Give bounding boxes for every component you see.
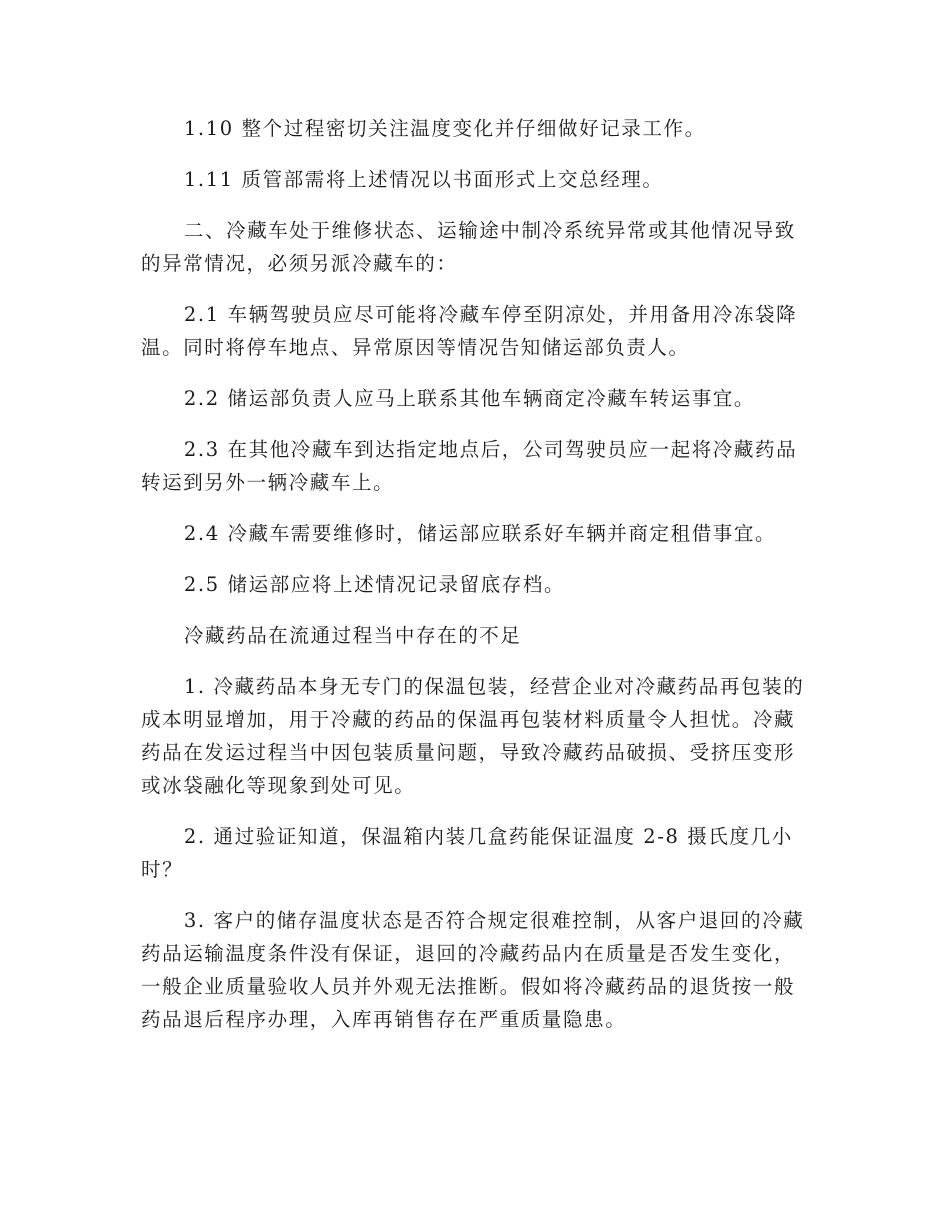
paragraph-1-11: 1.11 质管部需将上述情况以书面形式上交总经理。 — [183, 168, 664, 191]
paragraph-2-4: 2.4 冷藏车需要维修时，储运部应联系好车辆并商定租借事宜。 — [183, 522, 777, 545]
shortcomings-heading: 冷藏药品在流通过程当中存在的不足 — [183, 624, 522, 647]
paragraph-2-2: 2.2 储运部负责人应马上联系其他车辆商定冷藏车转运事宜。 — [183, 387, 756, 410]
shortcoming-item-2: 2. 通过验证知道，保温箱内装几盒药能保证温度 2-8 摄氏度几小时？ — [141, 825, 793, 881]
shortcoming-item-3: 3. 客户的储存温度状态是否符合规定很难控制，从客户退回的冷藏药品运输温度条件没有保证，退回的冷藏药品内在质量是否发生变化，一般企业质量验收人员并外观无法推断。假如将冷藏药品的退货按一般药品退后程序办理，入库再销售存在严重质量隐患。 — [141, 909, 805, 1031]
section-2-heading: 二、冷藏车处于维修状态、运输途中制冷系统异常或其他情况导致的异常情况，必须另派冷藏车的： — [141, 219, 796, 275]
paragraph-1-10: 1.10 整个过程密切关注温度变化并仔细做好记录工作。 — [183, 117, 706, 140]
shortcoming-item-1: 1. 冷藏药品本身无专门的保温包装，经营企业对冷藏药品再包装的成本明显增加，用于冷藏的药品的保温再包装材料质量令人担忧。冷藏药品在发运过程当中因包装质量问题，导致冷藏药品破损、受挤压变形或冰袋融化等现象到处可见。 — [141, 675, 805, 797]
paragraph-2-1: 2.1 车辆驾驶员应尽可能将冷藏车停至阴凉处，并用备用冷冻袋降温。同时将停车地点、异常原因等情况告知储运部负责人。 — [141, 303, 798, 359]
paragraph-2-3: 2.3 在其他冷藏车到达指定地点后，公司驾驶员应一起将冷藏药品转运到另外一辆冷藏车上。 — [141, 438, 798, 494]
paragraph-2-5: 2.5 储运部应将上述情况记录留底存档。 — [183, 573, 566, 596]
document-body — [141, 112, 813, 1054]
